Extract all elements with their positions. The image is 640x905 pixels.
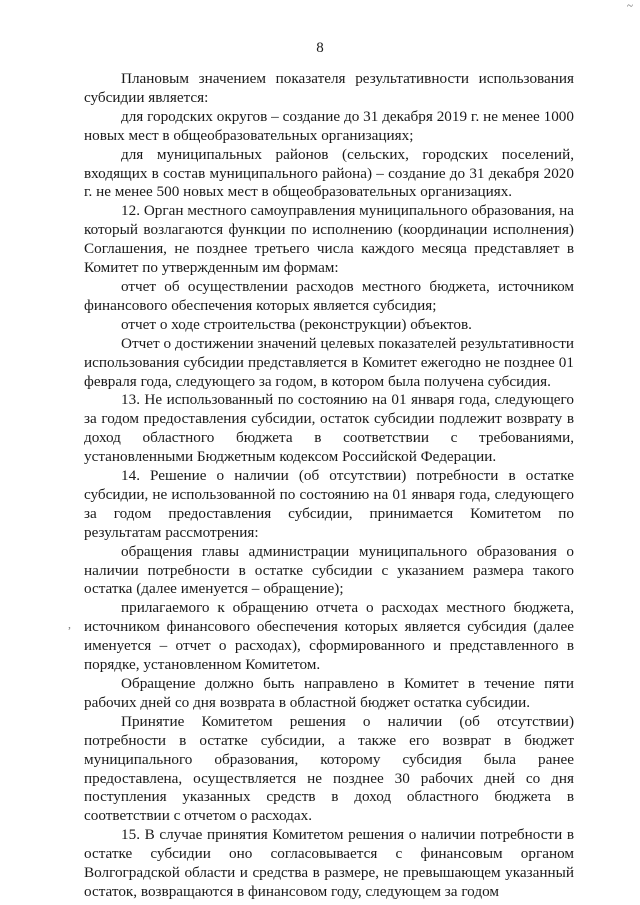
paragraph-decision: Принятие Комитетом решения о наличии (об отсутствии) потребности в остатке субсидии, а также его возврат в бюджет муниципального образования, которому субсидия была ранее предоставлена, осуществляется не позднее 30 рабочих дней со дня поступления указанных средств в доход областного бюджета в соответствии с отчетом о расходах. [84, 712, 574, 825]
paragraph-plan-value: Плановым значением показателя результативности использования субсидии является: [84, 70, 574, 106]
paragraph-attached-report: прилагаемого к обращению отчета о расходах местного бюджета, источником финансового обеспечения которых является субсидия (далее именуется – отчет о расходах), сформированного и представленного в порядке, установленном Комитетом. [84, 599, 574, 674]
paragraph-construction-report: отчет о ходе строительства (реконструкции) объектов. [121, 315, 472, 333]
paragraph-item-14: 14. Решение о наличии (об отсутствии) потребности в остатке субсидии, не использованной по состоянию на 01 января года, следующего за годом предоставления субсидии, принимается Комитетом по результатам рассмотрения: [84, 467, 574, 541]
corner-mark: ~ [627, 0, 634, 12]
paragraph-expense-report: отчет об осуществлении расходов местного бюджета, источником финансового обеспечения которых является субсидия; [84, 277, 574, 314]
paragraph-item-15: 15. В случае принятия Комитетом решения о наличии потребности в остатке субсидии оно согласовывается с финансовым органом Волгоградской области и средства в размере, не превышающем указанный остаток, возвращаются в финансовом году, следующем за годом [84, 826, 574, 900]
page-number: 8 [316, 40, 324, 56]
paragraph-appeal-deadline: Обращение должно быть направлено в Комитет в течение пяти рабочих дней со дня возврата в областной бюджет остатка субсидии. [84, 675, 574, 711]
paragraph-target-report: Отчет о достижении значений целевых показателей результативности использования субсидии представляется в Комитет ежегодно не позднее 01 февраля года, следующего за годом, в котором была получена субсидия. [84, 334, 574, 390]
paragraph-item-13: 13. Не использованный по состоянию на 01 января года, следующего за годом предоставления субсидии, остаток субсидии подлежит возврату в доход областного бюджета в соответствии с требованиями, установленными Бюджетным кодексом Российской Федерации. [84, 391, 574, 466]
paragraph-appeal: обращения главы администрации муниципального образования о наличии потребности в остатке субсидии с указанием размера такого остатка (далее именуется – обращение); [84, 542, 574, 598]
paragraph-city-districts: для городских округов – создание до 31 декабря 2019 г. не менее 1000 новых мест в общеобразовательных организациях; [84, 107, 574, 144]
paragraph-municipal-districts: для муниципальных районов (сельских, городских поселений, входящих в состав муниципального района) – создание до 31 декабря 2020 г. не менее 500 новых мест в общеобразовательных организациях. [84, 145, 574, 201]
document-body [84, 70, 574, 902]
paragraph-item-12: 12. Орган местного самоуправления муниципального образования, на который возлагаются функции по исполнению (координации исполнения) Соглашения, не позднее третьего числа каждого месяца представляет в Комитет по утвержденным им формам: [84, 202, 574, 277]
margin-mark: , [68, 617, 71, 631]
